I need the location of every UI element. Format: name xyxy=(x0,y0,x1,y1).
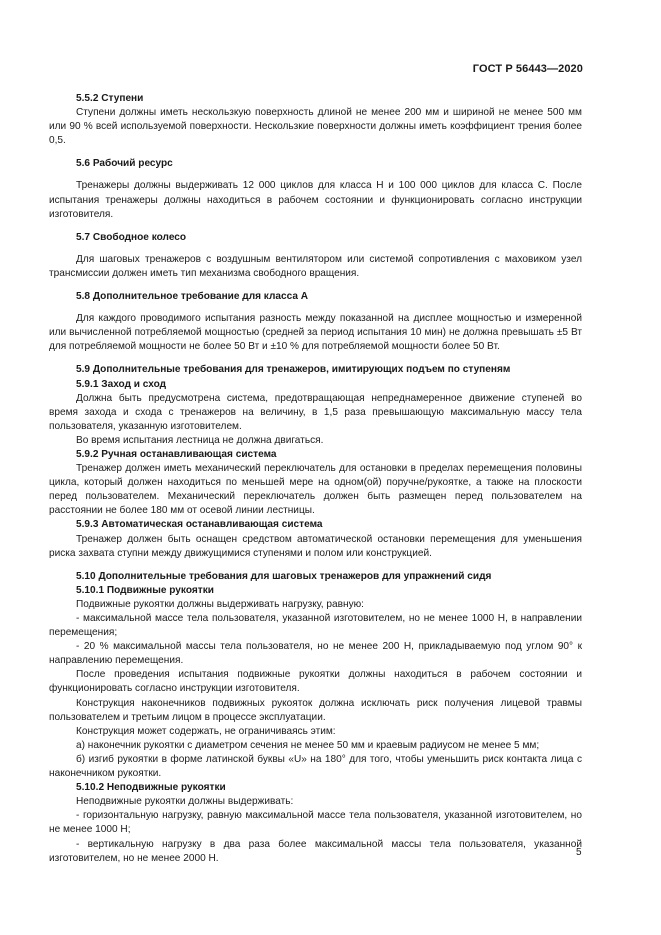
list-item: - 20 % максимальной массы тела пользователя, но не менее 200 Н, прикладываемую под углом 90° к направлению перемещения. xyxy=(49,641,582,667)
paragraph: Должна быть предусмотрена система, предотвращающая непреднамеренное движение ступеней во время захода и схода с тренажеров на величину, в 1,5 раза превышающую максимальную массу тела пользователя, указанную изготовителем. xyxy=(49,392,582,432)
list-item: - вертикальную нагрузку в два раза более максимальной массы тела пользователя, указанной изготовителем, но не менее 2000 Н. xyxy=(49,838,582,864)
paragraph: Конструкция может содержать, не ограничиваясь этим: xyxy=(76,725,336,737)
paragraph: Тренажер должен иметь механический переключатель для остановки в пределах перемещения половины цикла, который должен находиться по меньшей мере на одном(ой) поручне/рукоятке, а также на плоскости перед пользователем. Механический переключатель должен быть размещен перед пользователем на расстоянии не более 180 мм от осевой линии лестницы. xyxy=(49,463,582,517)
list-item: б) изгиб рукоятки в форме латинской буквы «U» на 180° для того, чтобы уменьшить риск контакта лица с наконечником рукоятки. xyxy=(49,753,582,780)
list-item: - горизонтальную нагрузку, равную максимальной массе тела пользователя, указанной изготовителем, но не менее 1000 Н; xyxy=(49,810,582,836)
subsection-heading: 5.10.1 Подвижные рукоятки xyxy=(76,584,214,596)
subsection-heading: 5.10.2 Неподвижные рукоятки xyxy=(76,782,226,794)
section-heading: 5.8 Дополнительное требование для класса A xyxy=(76,291,309,303)
paragraph: Для каждого проводимого испытания разность между показанной на дисплее мощностью и измеренной или вычисленной потребляемой мощностью (средней за период испытания 10 мин) не должна превышать ±5 Вт для потребляемой мощности не более 50 Вт и ±10 % для потребляемой мощности более 50 Вт. xyxy=(49,313,582,353)
paragraph: Неподвижные рукоятки должны выдерживать: xyxy=(76,796,294,808)
paragraph: После проведения испытания подвижные рукоятки должны находиться в рабочем состоянии и функционировать согласно инструкции изготовителя. xyxy=(49,669,582,695)
page-number: 5 xyxy=(576,847,582,858)
section-heading: 5.6 Рабочий ресурс xyxy=(76,158,173,170)
section-heading: 5.10 Дополнительные требования для шаговых тренажеров для упражнений сидя xyxy=(76,570,492,582)
subsection-heading: 5.9.2 Ручная останавливающая система xyxy=(76,448,277,460)
section-heading: 5.5.2 Ступени xyxy=(76,93,144,104)
paragraph: Во время испытания лестница не должна двигаться. xyxy=(76,434,324,446)
section-heading: 5.9 Дополнительные требования для тренажеров, имитирующих подъем по ступеням xyxy=(76,364,511,376)
paragraph: Тренажеры должны выдерживать 12 000 циклов для класса H и 100 000 циклов для класса C. После испытания тренажеры должны находиться в рабочем состоянии и функционировать согласно инструкции изготовителя. xyxy=(49,180,582,220)
paragraph: Подвижные рукоятки должны выдерживать нагрузку, равную: xyxy=(76,598,364,610)
standard-designation: ГОСТ Р 56443—2020 xyxy=(472,63,583,75)
section-heading: 5.7 Свободное колесо xyxy=(76,231,187,243)
paragraph: Для шаговых тренажеров с воздушным вентилятором или системой сопротивления с маховиком узел трансмиссии должен иметь тип механизма свободного вращения. xyxy=(49,253,582,279)
paragraph: Конструкция наконечников подвижных рукояток должна исключать риск получения лицевой травмы пользователем и третьим лицом в процессе эксплуатации. xyxy=(49,697,582,723)
list-item: - максимальной массе тела пользователя, указанной изготовителем, но не менее 1000 Н, в направлении перемещения; xyxy=(49,613,582,639)
paragraph: Ступени должны иметь нескользкую поверхность длиной не менее 200 мм и шириной не менее 500 мм или 90 % всей используемой поверхности. Нескользкие поверхности должны иметь коэффициент трения более 0,5. xyxy=(49,107,582,147)
subsection-heading: 5.9.3 Автоматическая останавливающая система xyxy=(76,519,323,531)
paragraph: Тренажер должен быть оснащен средством автоматической остановки перемещения для уменьшения риска захвата ступни между движущимися ступенями и полом или конструкцией. xyxy=(49,533,582,559)
subsection-heading: 5.9.1 Заход и сход xyxy=(76,378,167,390)
list-item: а) наконечник рукоятки с диаметром сечения не менее 50 мм и краевым радиусом не менее 5 мм; xyxy=(76,739,540,751)
document-body xyxy=(49,92,582,866)
